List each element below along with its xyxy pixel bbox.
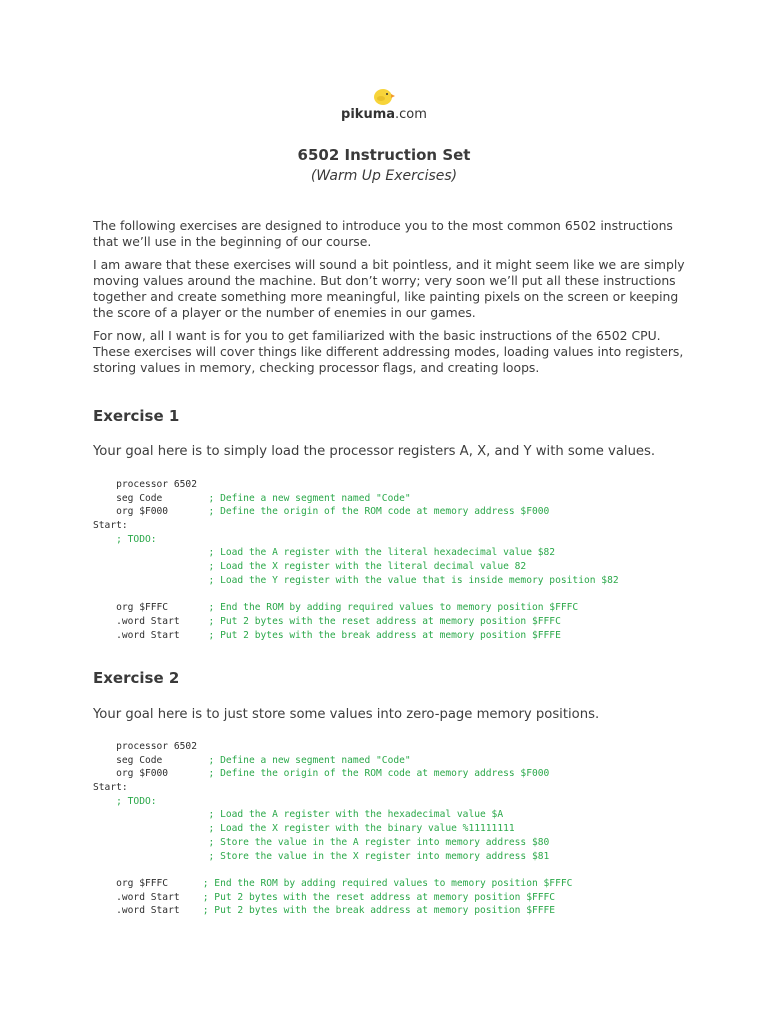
code-line (93, 478, 619, 492)
brand-name-bold: pikuma (341, 107, 396, 122)
code-line (93, 767, 572, 781)
code-comment: ; Define a new segment named "Code" (208, 754, 411, 766)
code-comment: ; Put 2 bytes with the break address at memory position $FFFE (202, 905, 556, 917)
code-line (93, 850, 572, 864)
intro-line: storing values in memory, checking processor flags, and creating loops. (93, 360, 540, 375)
code-line (93, 754, 572, 768)
brand-name (0, 107, 768, 122)
code-comment: ; Store the value in the X register into memory address $81 (208, 850, 550, 862)
code-line (93, 904, 572, 918)
code-instruction (93, 561, 209, 572)
code-instruction (93, 796, 116, 807)
code-comment: ; TODO: (116, 533, 157, 545)
code-instruction: .word Start (93, 615, 209, 627)
intro-line: I am aware that these exercises will sound a bit pointless, and it might seem like we are simply (93, 257, 685, 272)
code-instruction: seg Code (93, 754, 209, 766)
code-instruction: org $FFFC (93, 877, 203, 889)
code-instruction (93, 837, 209, 848)
code-line (93, 492, 619, 506)
code-line (93, 546, 619, 560)
code-instruction: processor 6502 (93, 741, 197, 752)
code-line (93, 505, 619, 519)
chick-icon (372, 86, 396, 106)
code-line (93, 560, 619, 574)
code-line (93, 891, 572, 905)
code-line (93, 863, 572, 877)
code-instruction: .word Start (93, 905, 203, 917)
code-comment: ; End the ROM by adding required values to memory position $FFFC (208, 602, 579, 614)
code-comment: ; Store the value in the A register into memory address $80 (208, 836, 550, 848)
exercise-2-goal: Your goal here is to just store some values into zero-page memory positions. (93, 707, 600, 722)
code-comment: ; Load the X register with the literal decimal value 82 (208, 561, 527, 573)
code-instruction: processor 6502 (93, 479, 197, 490)
code-comment: ; TODO: (116, 795, 157, 807)
code-line (93, 601, 619, 615)
intro-paragraph-2 (93, 257, 683, 321)
exercise-1-code-block (93, 478, 619, 642)
exercise-1-heading: Exercise 1 (93, 407, 180, 425)
code-comment: ; Load the A register with the hexadecimal value $A (208, 809, 504, 821)
code-instruction (93, 575, 209, 586)
document-title: 6502 Instruction Set (297, 146, 471, 164)
code-line (93, 781, 572, 795)
code-line (93, 808, 572, 822)
code-comment: ; Define a new segment named "Code" (208, 492, 411, 504)
code-comment: ; Put 2 bytes with the reset address at memory position $FFFC (208, 615, 561, 627)
exercise-2-heading: Exercise 2 (93, 669, 180, 687)
code-comment: ; End the ROM by adding required values to memory position $FFFC (202, 877, 573, 889)
code-instruction (93, 823, 209, 834)
code-line (93, 740, 572, 754)
code-line (93, 836, 572, 850)
code-instruction (93, 534, 116, 545)
code-comment: ; Define the origin of the ROM code at memory address $F000 (208, 506, 550, 518)
intro-line: For now, all I want is for you to get familiarized with the basic instructions of the 6502 CPU. (93, 328, 661, 343)
code-instruction (93, 809, 209, 820)
exercise-2-code-block (93, 740, 572, 918)
code-comment: ; Load the Y register with the value that is inside memory position $82 (208, 574, 619, 586)
code-instruction: .word Start (93, 629, 209, 641)
intro-paragraph-3 (93, 328, 683, 376)
site-logo[interactable] (0, 86, 768, 122)
code-line (93, 533, 619, 547)
code-instruction (93, 851, 209, 862)
code-line (93, 574, 619, 588)
exercise-1-goal: Your goal here is to simply load the processor registers A, X, and Y with some values. (93, 444, 656, 459)
code-instruction: Start: (93, 782, 128, 794)
code-instruction: org $FFFC (93, 602, 209, 614)
brand-suffix: .com (395, 107, 427, 122)
code-comment: ; Load the A register with the literal hexadecimal value $82 (208, 547, 556, 559)
code-instruction: seg Code (93, 492, 209, 504)
code-line (93, 629, 619, 643)
code-comment: ; Define the origin of the ROM code at memory address $F000 (208, 768, 550, 780)
intro-line: that we’ll use in the beginning of our course. (93, 234, 372, 249)
intro-line: the score of a player or the number of enemies in our games. (93, 305, 476, 320)
code-comment: ; Put 2 bytes with the reset address at memory position $FFFC (202, 891, 556, 903)
code-line (93, 877, 572, 891)
code-instruction: Start: (93, 520, 128, 532)
document-subtitle: (Warm Up Exercises) (310, 168, 458, 184)
code-line (93, 588, 619, 602)
code-instruction: org $F000 (93, 768, 209, 780)
code-comment: ; Load the X register with the binary value %11111111 (208, 823, 515, 835)
code-comment: ; Put 2 bytes with the break address at memory position $FFFE (208, 629, 561, 641)
intro-line: These exercises will cover things like different addressing modes, loading values into registers, (93, 344, 684, 359)
code-line (93, 795, 572, 809)
intro-line: moving values around the machine. But don’t worry; very soon we’ll put all these instructions (93, 273, 676, 288)
code-line (93, 822, 572, 836)
code-instruction: .word Start (93, 891, 203, 903)
code-line (93, 615, 619, 629)
intro-line: The following exercises are designed to introduce you to the most common 6502 instructions (93, 218, 673, 233)
intro-paragraph-1 (93, 218, 683, 250)
code-instruction: org $F000 (93, 506, 209, 518)
code-line (93, 519, 619, 533)
code-instruction (93, 547, 209, 558)
intro-line: together and create something more meaningful, like painting pixels on the screen or keeping (93, 289, 679, 304)
